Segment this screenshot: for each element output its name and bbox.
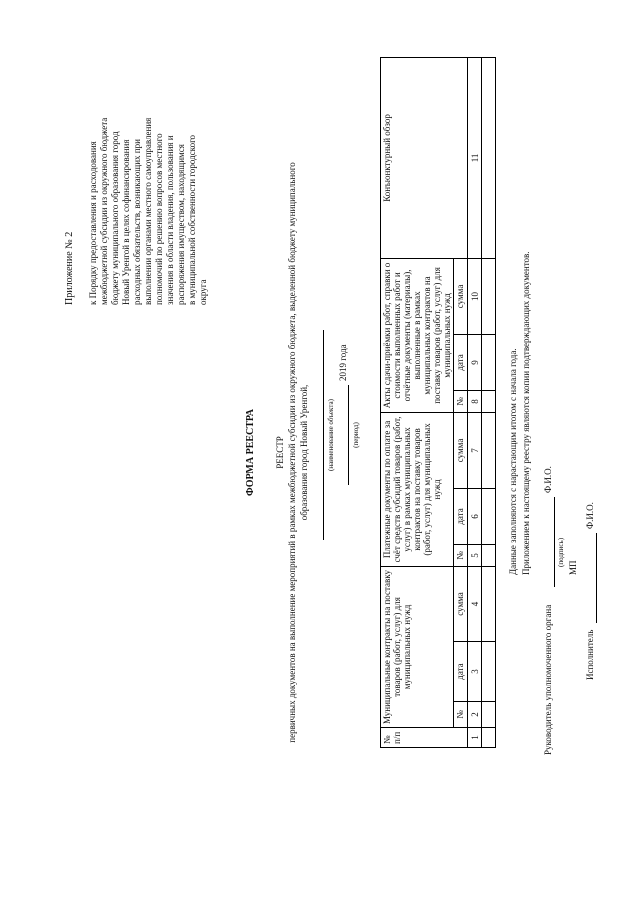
annex-line: округа bbox=[198, 279, 208, 305]
column-number: 4 bbox=[468, 566, 482, 641]
header-payments: Платежные документы по оплате за счёт средств субсидий товаров (работ, услуг) в рамках муниципальных контрактов на поставку товаров (работ, услуг) для муниципальных нужд bbox=[381, 412, 454, 566]
period-caption: (период) bbox=[352, 422, 360, 448]
annex-line: выполнении органами местного самоуправления bbox=[143, 117, 153, 305]
sub-date: дата bbox=[454, 642, 468, 702]
column-number: 8 bbox=[468, 390, 482, 412]
column-number: 11 bbox=[468, 57, 482, 258]
executor-fio: Ф.И.О. bbox=[585, 502, 595, 529]
head-fio: Ф.И.О. bbox=[543, 466, 553, 493]
sub-no: № bbox=[454, 702, 468, 728]
annex-line: межбюджетной субсидии из окружного бюджета bbox=[99, 117, 109, 305]
registry-description: первичных документов на выполнение мероприятий в рамках межбюджетной субсидии из окружного бюджета, выделенной бюджету муниципального bbox=[287, 162, 297, 743]
head-label: Руководитель уполномоченного органа bbox=[543, 604, 553, 755]
sub-sum: сумма bbox=[454, 412, 468, 488]
column-number: 7 bbox=[468, 412, 482, 488]
column-number: 9 bbox=[468, 334, 482, 390]
column-number: 3 bbox=[468, 642, 482, 702]
column-number: 10 bbox=[468, 258, 482, 334]
sub-no: № bbox=[454, 390, 468, 412]
annex-text bbox=[88, 5, 209, 305]
column-number: 5 bbox=[468, 544, 482, 566]
mp-stamp-label: МП bbox=[568, 560, 578, 575]
sub-date: дата bbox=[454, 334, 468, 390]
annex-line: Новый Уренгой в целях софинансирования bbox=[121, 139, 131, 305]
annex-line: распоряжения имуществом, находящимся bbox=[176, 144, 186, 305]
sign-caption: (подпись) bbox=[557, 537, 565, 567]
registry-description-2: образования город Новый Уренгой, bbox=[299, 384, 309, 521]
annex-line: полномочий по решению вопросов местного bbox=[154, 133, 164, 305]
annex-line: к Порядку предоставления и расходования bbox=[88, 141, 98, 305]
header-row-number: № п/п bbox=[381, 728, 468, 748]
executor-line bbox=[596, 533, 597, 623]
period-suffix: 2019 года bbox=[338, 344, 348, 381]
period-line bbox=[348, 385, 349, 485]
sub-date: дата bbox=[454, 488, 468, 544]
header-contracts: Муниципальные контракты на поставку товаров (работ, услуг) для муниципальных нужд bbox=[381, 566, 454, 727]
annex-line: в муниципальной собственности городского bbox=[187, 134, 197, 305]
executor-label: Исполнитель bbox=[585, 629, 595, 680]
sub-sum: сумма bbox=[454, 258, 468, 334]
object-line bbox=[323, 330, 324, 540]
sub-no: № bbox=[454, 544, 468, 566]
object-caption: (наименование объекта) bbox=[327, 399, 335, 471]
annex-title: Приложение № 2 bbox=[64, 231, 75, 305]
form-title: ФОРМА РЕЕСТРА bbox=[245, 409, 256, 496]
header-review: Конъюнктурный обзор bbox=[381, 57, 468, 258]
registry-table bbox=[380, 57, 496, 748]
note-attachments: Приложением к настоящему реестру являются копии подтверждающих документов. bbox=[521, 251, 531, 575]
column-number: 1 bbox=[468, 728, 482, 748]
registry-heading: РЕЕСТР bbox=[275, 436, 285, 469]
sub-sum: сумма bbox=[454, 566, 468, 641]
header-acts: Акты сдачи-приёмки работ, справки о стоимости выполненных работ и отчётные документы (материалы), выполненные в рамках муниципальных контрактов на поставку товаров (работ, услуг) для муниципальных нужд bbox=[381, 258, 454, 412]
annex-line: бюджету муниципального образования город bbox=[110, 131, 120, 305]
annex-line: расходных обязательств, возникающих при bbox=[132, 139, 142, 305]
annex-line: значения в области владения, пользования и bbox=[165, 135, 175, 305]
note-cumulative: Данные заполняются с нарастающим итогом с начала года. bbox=[508, 348, 518, 575]
signature-line bbox=[554, 497, 555, 587]
column-number: 6 bbox=[468, 488, 482, 544]
column-number: 2 bbox=[468, 702, 482, 728]
